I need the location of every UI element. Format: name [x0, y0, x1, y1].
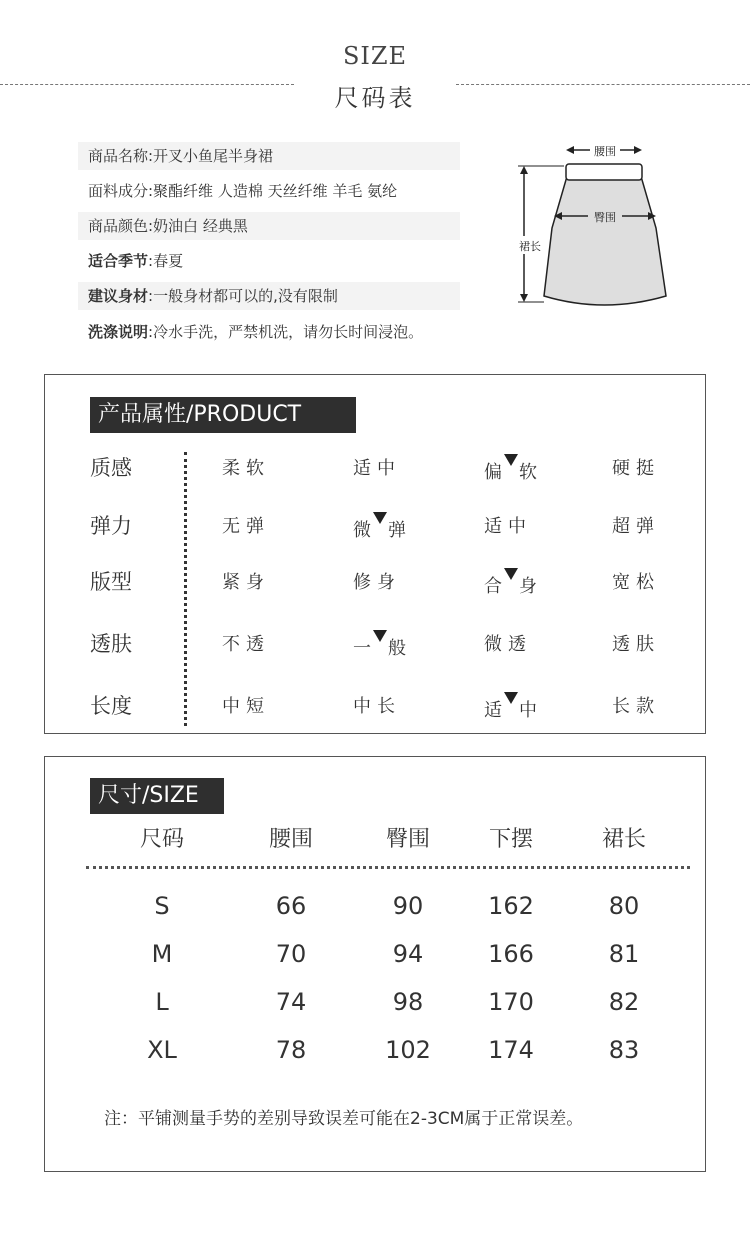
size-table-cell: 98 — [392, 988, 424, 1016]
info-row-wash — [78, 318, 460, 346]
option-text-end: 软 — [519, 462, 543, 483]
page-subtitle: 尺码表 — [334, 84, 416, 112]
size-table-cell: 83 — [608, 1036, 640, 1064]
attribute-option: 超弹 — [612, 516, 660, 537]
page-title: SIZE — [342, 42, 408, 70]
attribute-option-selected — [484, 568, 543, 598]
info-row-name — [78, 142, 460, 170]
hip-label: 臀围 — [594, 211, 616, 224]
attribute-option: 中长 — [353, 696, 401, 717]
size-column-header: 臀围 — [385, 827, 430, 852]
size-table-cell: 81 — [608, 940, 640, 968]
info-row-body — [78, 282, 460, 310]
size-table-cell: 78 — [275, 1036, 307, 1064]
attribute-option: 长款 — [612, 696, 660, 717]
info-label: 适合季节 — [88, 252, 149, 270]
attribute-option: 无弹 — [222, 516, 270, 537]
attribute-label: 弹力 — [90, 514, 132, 538]
attribute-option-selected — [353, 512, 412, 542]
attribute-option: 宽松 — [612, 572, 660, 593]
size-table-cell: 66 — [275, 892, 307, 920]
size-row-label: M — [151, 940, 173, 968]
info-row-season — [78, 247, 460, 275]
option-text-end: 弹 — [388, 520, 412, 541]
option-text-start: 一 — [353, 638, 377, 659]
size-column-header: 裙长 — [601, 827, 646, 852]
option-text-end: 中 — [519, 700, 543, 721]
attribute-option: 不透 — [222, 634, 270, 655]
size-table-cell: 74 — [275, 988, 307, 1016]
selected-marker-icon — [504, 454, 518, 466]
attribute-option: 微透 — [484, 634, 532, 655]
attribute-option: 修身 — [353, 572, 401, 593]
attribute-option: 紧身 — [222, 572, 270, 593]
size-banner: 尺寸/SIZE — [90, 778, 224, 814]
product-banner: 产品属性/PRODUCT — [90, 397, 356, 433]
option-text-end: 般 — [388, 638, 412, 659]
info-label: 建议身材 — [88, 287, 149, 305]
info-row-color — [78, 212, 460, 240]
info-value: :春夏 — [148, 252, 184, 270]
size-table-cell: 94 — [392, 940, 424, 968]
info-row-fabric — [78, 177, 460, 205]
attribute-option: 适中 — [484, 516, 532, 537]
attribute-label: 长度 — [90, 694, 132, 718]
size-table-cell: 166 — [488, 940, 534, 968]
info-value: :冷水手洗，严禁机洗，请勿长时间浸泡。 — [148, 323, 424, 341]
info-text: 商品名称:开叉小鱼尾半身裙 — [88, 147, 274, 165]
option-text-start: 偏 — [484, 462, 508, 483]
info-label: 洗涤说明 — [88, 323, 149, 341]
selected-marker-icon — [373, 630, 387, 642]
attribute-option-selected — [353, 630, 412, 660]
size-table-cell: 90 — [392, 892, 424, 920]
selected-marker-icon — [373, 512, 387, 524]
skirt-waistband — [566, 164, 642, 180]
measurement-note: 注：平铺测量手势的差别导致误差可能在2-3CM属于正常误差。 — [104, 1109, 584, 1129]
size-table-cell: 170 — [488, 988, 534, 1016]
skirt-outline — [544, 166, 666, 305]
attribute-option: 柔软 — [222, 458, 270, 479]
attribute-label: 透肤 — [90, 632, 132, 656]
info-text: 面料成分:聚酯纤维 人造棉 天丝纤维 羊毛 氨纶 — [88, 182, 398, 200]
size-table-cell: 80 — [608, 892, 640, 920]
info-value: :一般身材都可以的,没有限制 — [148, 287, 338, 305]
selected-marker-icon — [504, 692, 518, 704]
attribute-option: 适中 — [353, 458, 401, 479]
size-row-label: S — [154, 892, 170, 920]
size-table-cell: 70 — [275, 940, 307, 968]
option-text-end: 身 — [519, 576, 543, 597]
attribute-label: 质感 — [90, 456, 132, 480]
attribute-option: 硬挺 — [612, 458, 660, 479]
size-table-cell: 82 — [608, 988, 640, 1016]
info-text: 商品颜色:奶油白 经典黑 — [88, 217, 248, 235]
waist-label: 腰围 — [594, 145, 616, 158]
attribute-divider — [184, 452, 187, 726]
option-text-start: 微 — [353, 520, 377, 541]
size-table-cell: 162 — [488, 892, 534, 920]
size-column-header: 尺码 — [139, 827, 184, 852]
option-text-start: 适 — [484, 700, 508, 721]
size-header-divider — [86, 866, 690, 869]
attribute-label: 版型 — [90, 570, 132, 594]
option-text-start: 合 — [484, 576, 508, 597]
attribute-option-selected — [484, 454, 543, 484]
size-table-cell: 174 — [488, 1036, 534, 1064]
skirt-measurement-diagram — [508, 128, 688, 318]
size-row-label: L — [155, 988, 169, 1016]
attribute-option: 透肤 — [612, 634, 660, 655]
selected-marker-icon — [504, 568, 518, 580]
size-row-label: XL — [147, 1036, 177, 1064]
attribute-option: 中短 — [222, 696, 270, 717]
length-label: 裙长 — [519, 240, 541, 253]
size-table-cell: 102 — [385, 1036, 431, 1064]
attribute-option-selected — [484, 692, 543, 722]
size-column-header: 下摆 — [488, 827, 533, 852]
size-column-header: 腰围 — [268, 827, 313, 852]
